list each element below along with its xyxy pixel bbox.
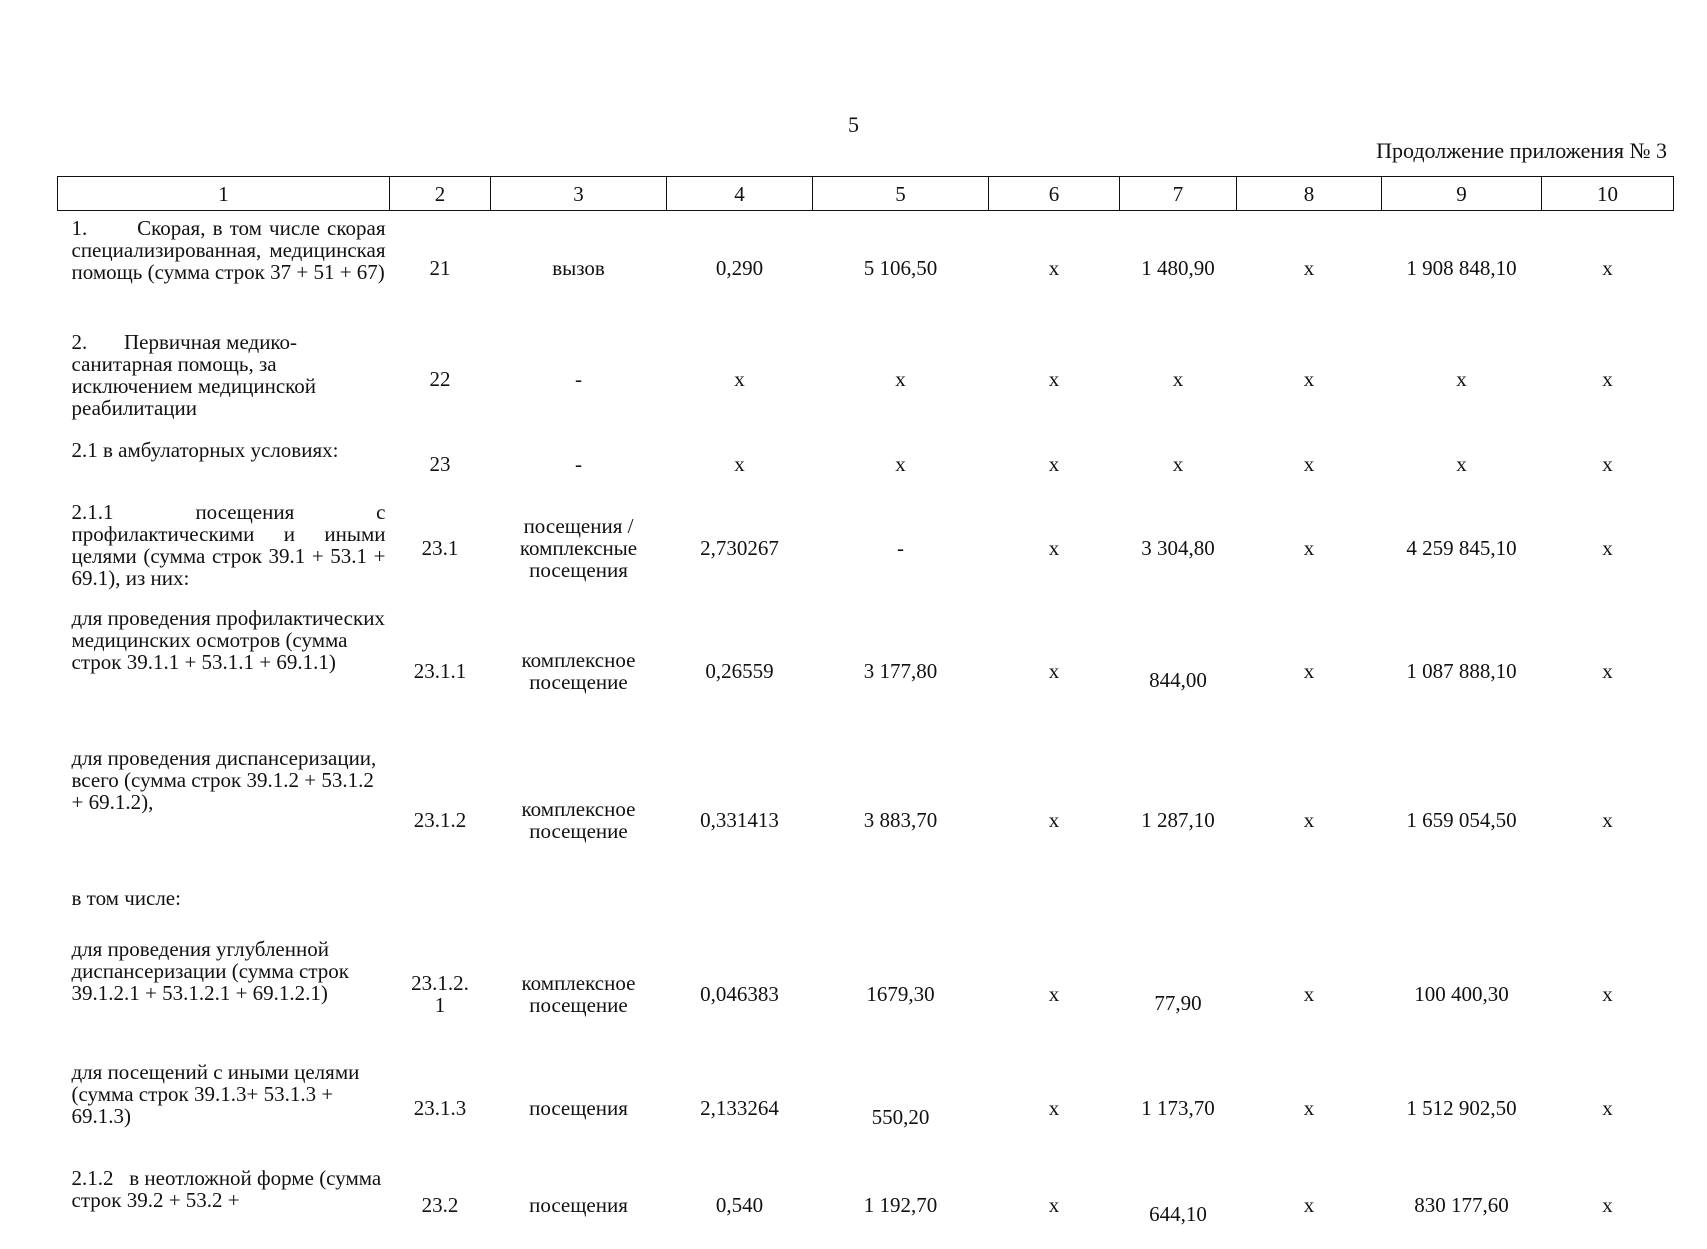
cell-value: х (1237, 601, 1382, 741)
column-header: 5 (813, 177, 989, 211)
cell-value: 2,730267 (667, 495, 813, 601)
cell-value: 0,290 (667, 211, 813, 326)
cell-value: 644,10 (1120, 1161, 1237, 1249)
cell-value: х (989, 1161, 1120, 1249)
cell-value: х (989, 601, 1120, 741)
cell-value: 1 512 902,50 (1382, 1055, 1542, 1161)
cell-value: х (989, 495, 1120, 601)
unit-of-measure: посещения / комплексные посещения (491, 495, 667, 601)
cell-value: х (1237, 495, 1382, 601)
cell-value (1542, 881, 1674, 932)
cell-value: х (667, 433, 813, 495)
cell-value (667, 881, 813, 932)
column-header: 1 (58, 177, 390, 211)
cell-value: 77,90 (1120, 932, 1237, 1055)
cell-value: х (813, 433, 989, 495)
cell-value: 100 400,30 (1382, 932, 1542, 1055)
unit-of-measure: посещения (491, 1055, 667, 1161)
table-row (58, 495, 1674, 601)
cell-value: х (667, 325, 813, 433)
table-body (58, 211, 1674, 1249)
cell-value (989, 881, 1120, 932)
cell-value: х (1120, 433, 1237, 495)
cell-value: 1 659 054,50 (1382, 741, 1542, 881)
cell-value: 3 883,70 (813, 741, 989, 881)
row-name: 2.1 в амбулаторных условиях: (58, 433, 390, 495)
cell-value: х (1542, 433, 1674, 495)
cell-value: х (1542, 741, 1674, 881)
cell-value: 4 259 845,10 (1382, 495, 1542, 601)
cell-value: х (1237, 1161, 1382, 1249)
row-code: 23.1 (390, 495, 491, 601)
cell-value: 3 304,80 (1120, 495, 1237, 601)
row-code (390, 881, 491, 932)
row-code: 23.1.2 (390, 741, 491, 881)
table-row (58, 433, 1674, 495)
row-name: в том числе: (58, 881, 390, 932)
cell-value: 1 287,10 (1120, 741, 1237, 881)
column-header: 9 (1382, 177, 1542, 211)
cell-value: х (813, 325, 989, 433)
table-header (58, 177, 1674, 211)
row-code: 23 (390, 433, 491, 495)
row-name: 1. Скорая, в том числе скорая специализированная, медицинская помощь (сумма строк 37 + 51 + 67) (58, 211, 390, 326)
table-row (58, 741, 1674, 881)
cell-value (1382, 881, 1542, 932)
row-name: для проведения диспансеризации, всего (сумма строк 39.1.2 + 53.1.2 + 69.1.2), (58, 741, 390, 881)
table-row (58, 1055, 1674, 1161)
cell-value: х (1542, 1161, 1674, 1249)
table-row (58, 601, 1674, 741)
row-code: 21 (390, 211, 491, 326)
column-header: 8 (1237, 177, 1382, 211)
cell-value: 0,331413 (667, 741, 813, 881)
data-table (57, 176, 1674, 1249)
cell-value: 1 087 888,10 (1382, 601, 1542, 741)
unit-of-measure: - (491, 433, 667, 495)
row-code: 23.2 (390, 1161, 491, 1249)
cell-value: х (1237, 741, 1382, 881)
row-name: для проведения профилактических медицинских осмотров (сумма строк 39.1.1 + 53.1.1 + 69.1.1) (58, 601, 390, 741)
row-name: 2.1.1 посещения с профилактическими и иными целями (сумма строк 39.1 + 53.1 + 69.1), из них: (58, 495, 390, 601)
cell-value: - (813, 495, 989, 601)
row-name: для проведения углубленной диспансеризации (сумма строк 39.1.2.1 + 53.1.2.1 + 69.1.2.1) (58, 932, 390, 1055)
cell-value: х (1120, 325, 1237, 433)
cell-value: 1 908 848,10 (1382, 211, 1542, 326)
unit-of-measure: комплексное посещение (491, 741, 667, 881)
table-row (58, 211, 1674, 326)
cell-value (1237, 881, 1382, 932)
cell-value: 830 177,60 (1382, 1161, 1542, 1249)
column-header: 6 (989, 177, 1120, 211)
cell-value: х (1382, 433, 1542, 495)
row-name: 2.1.2 в неотложной форме (сумма строк 39.2 + 53.2 + (58, 1161, 390, 1249)
header-row (58, 177, 1674, 211)
appendix-note: Продолжение приложения № 3 (1376, 138, 1667, 164)
unit-of-measure: посещения (491, 1161, 667, 1249)
cell-value: х (989, 433, 1120, 495)
table-row (58, 325, 1674, 433)
cell-value: х (989, 932, 1120, 1055)
column-header: 10 (1542, 177, 1674, 211)
unit-of-measure: вызов (491, 211, 667, 326)
cell-value: 2,133264 (667, 1055, 813, 1161)
unit-of-measure: комплексное посещение (491, 932, 667, 1055)
table-row (58, 1161, 1674, 1249)
unit-of-measure (491, 881, 667, 932)
cell-value: х (1237, 932, 1382, 1055)
cell-value: 3 177,80 (813, 601, 989, 741)
cell-value: х (1237, 325, 1382, 433)
cell-value: х (1542, 601, 1674, 741)
cell-value: х (989, 741, 1120, 881)
cell-value: 1679,30 (813, 932, 989, 1055)
cell-value: х (989, 325, 1120, 433)
cell-value: х (1237, 433, 1382, 495)
cell-value: 0,26559 (667, 601, 813, 741)
cell-value: 0,540 (667, 1161, 813, 1249)
row-code: 23.1.2. 1 (390, 932, 491, 1055)
cell-value: х (989, 211, 1120, 326)
table-row (58, 932, 1674, 1055)
cell-value: 550,20 (813, 1055, 989, 1161)
page-number: 5 (0, 112, 1707, 138)
row-code: 22 (390, 325, 491, 433)
column-header: 2 (390, 177, 491, 211)
cell-value: х (1542, 1055, 1674, 1161)
cell-value: 1 173,70 (1120, 1055, 1237, 1161)
cell-value: 1 192,70 (813, 1161, 989, 1249)
column-header: 7 (1120, 177, 1237, 211)
cell-value: х (1237, 211, 1382, 326)
cell-value: х (1542, 495, 1674, 601)
cell-value: 0,046383 (667, 932, 813, 1055)
row-code: 23.1.1 (390, 601, 491, 741)
cell-value: х (1542, 932, 1674, 1055)
column-header: 3 (491, 177, 667, 211)
cell-value: х (1382, 325, 1542, 433)
cell-value: х (1237, 1055, 1382, 1161)
cell-value: х (989, 1055, 1120, 1161)
column-header: 4 (667, 177, 813, 211)
table-row (58, 881, 1674, 932)
cell-value: 5 106,50 (813, 211, 989, 326)
row-name: для посещений с иными целями (сумма строк 39.1.3+ 53.1.3 + 69.1.3) (58, 1055, 390, 1161)
cell-value: х (1542, 325, 1674, 433)
unit-of-measure: комплексное посещение (491, 601, 667, 741)
cell-value (1120, 881, 1237, 932)
cell-value: х (1542, 211, 1674, 326)
cell-value (813, 881, 989, 932)
row-code: 23.1.3 (390, 1055, 491, 1161)
row-name: 2. Первичная медико-санитарная помощь, за исключением медицинской реабилитации (58, 325, 390, 433)
unit-of-measure: - (491, 325, 667, 433)
cell-value: 1 480,90 (1120, 211, 1237, 326)
cell-value: 844,00 (1120, 601, 1237, 741)
